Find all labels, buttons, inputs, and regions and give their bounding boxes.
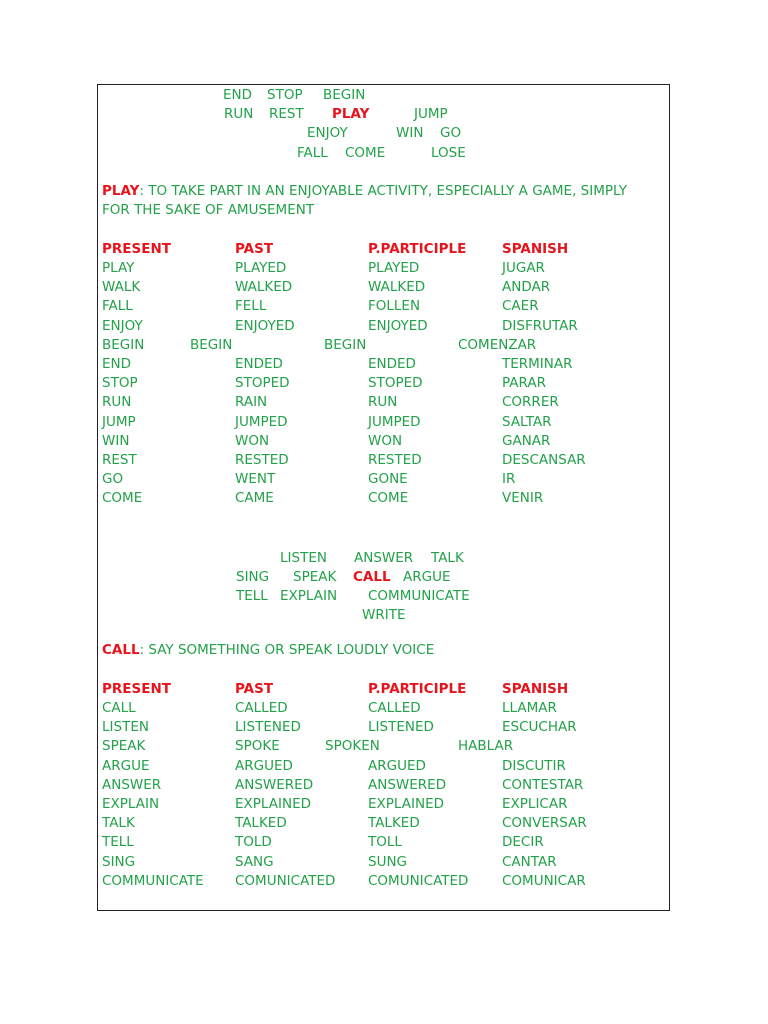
cloud-word-highlight: CALL bbox=[353, 569, 391, 585]
cloud-word: WRITE bbox=[362, 607, 406, 623]
cloud-word: WIN bbox=[396, 125, 424, 141]
cloud-word: COMMUNICATE bbox=[368, 588, 470, 604]
table-cell: STOP bbox=[102, 375, 138, 391]
table-cell: WON bbox=[368, 433, 403, 449]
table-cell: PLAYED bbox=[368, 260, 420, 276]
table-cell: FELL bbox=[235, 298, 267, 314]
table-cell: LISTEN bbox=[102, 719, 149, 735]
cloud-word: SING bbox=[236, 569, 270, 585]
table-cell: SPEAK bbox=[102, 738, 146, 754]
table-cell: STOPED bbox=[368, 375, 423, 391]
table-cell: TOLD bbox=[235, 834, 272, 850]
table-cell: CONVERSAR bbox=[502, 815, 587, 831]
table-cell: WALK bbox=[102, 279, 141, 295]
table-cell: CAER bbox=[502, 298, 539, 314]
table-cell: PARAR bbox=[502, 375, 546, 391]
table-cell: PLAY bbox=[102, 260, 135, 276]
cloud-word: END bbox=[223, 87, 253, 103]
cloud-word: RUN bbox=[224, 106, 254, 122]
table-cell: SING bbox=[102, 854, 136, 870]
definition-text: FOR THE SAKE OF AMUSEMENT bbox=[102, 202, 315, 218]
table-cell: EXPLICAR bbox=[502, 796, 568, 812]
table-cell: BEGIN bbox=[102, 337, 145, 353]
cloud-word: TALK bbox=[431, 550, 464, 566]
table-cell: COMENZAR bbox=[458, 337, 537, 353]
table-cell: WENT bbox=[235, 471, 276, 487]
table-cell: EXPLAINED bbox=[368, 796, 444, 812]
cloud-word: SPEAK bbox=[293, 569, 337, 585]
table-cell: ARGUED bbox=[235, 758, 293, 774]
table-cell: DISFRUTAR bbox=[502, 318, 578, 334]
table-cell: ENDED bbox=[235, 356, 283, 372]
table-cell: CALL bbox=[102, 700, 136, 716]
column-header: SPANISH bbox=[502, 681, 569, 697]
table-cell: ANSWER bbox=[102, 777, 162, 793]
table-cell: ENJOYED bbox=[235, 318, 295, 334]
table-cell: TALKED bbox=[235, 815, 287, 831]
table-cell: WIN bbox=[102, 433, 130, 449]
table-cell: CALLED bbox=[235, 700, 288, 716]
table-cell: COMUNICAR bbox=[502, 873, 586, 889]
table-cell: RUN bbox=[102, 394, 132, 410]
definition-term: CALL bbox=[102, 642, 140, 658]
table-cell: SPOKE bbox=[235, 738, 280, 754]
column-header: PRESENT bbox=[102, 681, 171, 697]
table-cell: IR bbox=[502, 471, 516, 487]
column-header: PAST bbox=[235, 681, 274, 697]
table-cell: ANSWERED bbox=[368, 777, 447, 793]
table-cell: TOLL bbox=[368, 834, 402, 850]
table-cell: WON bbox=[235, 433, 270, 449]
table-cell: STOPED bbox=[235, 375, 290, 391]
cloud-word: FALL bbox=[297, 145, 328, 161]
table-cell: SUNG bbox=[368, 854, 408, 870]
cloud-word: COME bbox=[345, 145, 386, 161]
table-cell: JUMPED bbox=[368, 414, 421, 430]
table-cell: TERMINAR bbox=[502, 356, 573, 372]
table-cell: VENIR bbox=[502, 490, 544, 506]
cloud-word: JUMP bbox=[414, 106, 448, 122]
definition-text: : SAY SOMETHING OR SPEAK LOUDLY VOICE bbox=[139, 642, 435, 658]
definition-term: PLAY bbox=[102, 183, 140, 199]
table-cell: ESCUCHAR bbox=[502, 719, 577, 735]
column-header: P.PARTICIPLE bbox=[368, 241, 467, 257]
column-header: PAST bbox=[235, 241, 274, 257]
table-cell: LISTENED bbox=[235, 719, 301, 735]
cloud-word: EXPLAIN bbox=[280, 588, 338, 604]
table-cell: EXPLAINED bbox=[235, 796, 311, 812]
table-cell: REST bbox=[102, 452, 137, 468]
table-cell: COMUNICATED bbox=[368, 873, 469, 889]
table-cell: COMUNICATED bbox=[235, 873, 336, 889]
cloud-word: STOP bbox=[267, 87, 303, 103]
table-cell: RESTED bbox=[368, 452, 422, 468]
table-cell: BEGIN bbox=[190, 337, 233, 353]
table-cell: ARGUE bbox=[102, 758, 150, 774]
table-cell: RUN bbox=[368, 394, 398, 410]
table-cell: JUMPED bbox=[235, 414, 288, 430]
table-cell: COMMUNICATE bbox=[102, 873, 204, 889]
table-cell: TALKED bbox=[368, 815, 420, 831]
table-cell: LLAMAR bbox=[502, 700, 557, 716]
cloud-word: LOSE bbox=[431, 145, 466, 161]
table-cell: BEGIN bbox=[324, 337, 367, 353]
column-header: PRESENT bbox=[102, 241, 171, 257]
table-cell: ANDAR bbox=[502, 279, 551, 295]
table-cell: SALTAR bbox=[502, 414, 552, 430]
table-cell: ENDED bbox=[368, 356, 416, 372]
table-cell: GO bbox=[102, 471, 124, 487]
table-cell: TALK bbox=[102, 815, 135, 831]
table-cell: ANSWERED bbox=[235, 777, 314, 793]
cloud-word: ENJOY bbox=[307, 125, 348, 141]
table-cell: GONE bbox=[368, 471, 408, 487]
table-cell: CONTESTAR bbox=[502, 777, 584, 793]
cloud-word: REST bbox=[269, 106, 304, 122]
table-cell: SPOKEN bbox=[325, 738, 380, 754]
table-cell: LISTENED bbox=[368, 719, 434, 735]
table-cell: ARGUED bbox=[368, 758, 426, 774]
cloud-word: ANSWER bbox=[354, 550, 414, 566]
table-cell: GANAR bbox=[502, 433, 551, 449]
table-cell: EXPLAIN bbox=[102, 796, 160, 812]
table-cell: JUMP bbox=[102, 414, 136, 430]
cloud-word: ARGUE bbox=[403, 569, 451, 585]
table-cell: COME bbox=[368, 490, 409, 506]
column-header: SPANISH bbox=[502, 241, 569, 257]
definition-text: : TO TAKE PART IN AN ENJOYABLE ACTIVITY, ESPECIALLY A GAME, SIMPLY bbox=[139, 183, 627, 199]
table-cell: DECIR bbox=[502, 834, 544, 850]
table-cell: RAIN bbox=[235, 394, 268, 410]
table-cell: END bbox=[102, 356, 132, 372]
cloud-word: TELL bbox=[236, 588, 268, 604]
cloud-word: BEGIN bbox=[323, 87, 366, 103]
table-cell: CORRER bbox=[502, 394, 559, 410]
table-cell: CANTAR bbox=[502, 854, 557, 870]
table-cell: DESCANSAR bbox=[502, 452, 586, 468]
cloud-word: GO bbox=[440, 125, 462, 141]
definition-line bbox=[102, 183, 627, 199]
table-cell: WALKED bbox=[235, 279, 293, 295]
table-cell: SANG bbox=[235, 854, 274, 870]
cloud-word: LISTEN bbox=[280, 550, 327, 566]
table-cell: CALLED bbox=[368, 700, 421, 716]
table-cell: RESTED bbox=[235, 452, 289, 468]
table-cell: DISCUTIR bbox=[502, 758, 566, 774]
column-header: P.PARTICIPLE bbox=[368, 681, 467, 697]
table-cell: COME bbox=[102, 490, 143, 506]
table-cell: WALKED bbox=[368, 279, 426, 295]
definition-line bbox=[102, 642, 434, 658]
table-cell: FALL bbox=[102, 298, 133, 314]
table-cell: JUGAR bbox=[502, 260, 545, 276]
table-cell: HABLAR bbox=[458, 738, 514, 754]
table-cell: FOLLEN bbox=[368, 298, 421, 314]
table-cell: CAME bbox=[235, 490, 274, 506]
table-cell: TELL bbox=[102, 834, 134, 850]
table-cell: ENJOYED bbox=[368, 318, 428, 334]
table-cell: ENJOY bbox=[102, 318, 143, 334]
table-cell: PLAYED bbox=[235, 260, 287, 276]
cloud-word-highlight: PLAY bbox=[332, 106, 370, 122]
